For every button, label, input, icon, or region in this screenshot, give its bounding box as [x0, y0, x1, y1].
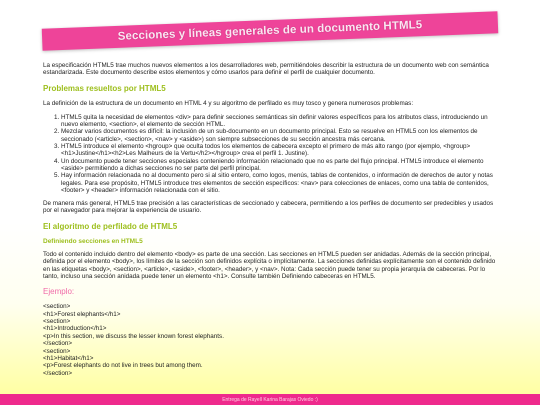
code-line: <section>: [43, 303, 71, 311]
code-line: <h1>Forest elephants</h1>: [43, 310, 121, 318]
list-item: 1. HTML5 quita la necesidad de elementos <div> para definir secciones semánticas sin definir valores específicos para los atributos class, introduciendo un nuevo elemento, <section>, el elemento de sección HTML.: [61, 114, 501, 129]
example-heading: Ejemplo:: [43, 287, 75, 297]
footer-credit: Entrega de Rayell Karina Barajas Oviedo :): [222, 396, 318, 403]
section2-subheading: Definiendo secciones en HTML5: [43, 237, 143, 245]
list-item: 4. Un documento puede tener secciones especiales conteniendo información relacionado que no es parte del flujo principal. HTML5 introduce el elemento <aside> permitiendo a dichas secciones no ser parte del perfil principal.: [61, 158, 501, 173]
code-line: <h1>Introduction</h1>: [43, 325, 107, 333]
section1-closing: De manera más general, HTML5 trae precisión a las características de seccionado y cabecera, permitiendo a los perfiles de documento ser predecibles y usados por el navegador para mejorar la experiencia de usuario.: [43, 200, 494, 215]
main-content: [43, 62, 501, 377]
problems-list: [61, 114, 501, 194]
code-line: <section>: [43, 318, 71, 326]
intro-paragraph: La especificación HTML5 trae muchos nuevos elementos a los desarrolladores web, permitiéndoles describir la estructura de un documento web con semántica estandarizada. Este documento describe estos elementos y cómo usarlos para definir el perfil de cualquier documento.: [43, 62, 489, 77]
code-line: <p>In this section, we discuss the lesser known forest elephants.: [43, 332, 224, 340]
section1-paragraph: La definición de la estructura de un documento en HTML 4 y su algoritmo de perfilado es muy tosco y genera numerosos problemas:: [43, 99, 414, 107]
code-line: </section>: [43, 369, 73, 377]
code-line: </section>: [43, 340, 73, 348]
code-line: <h1>Habitat</h1>: [43, 355, 94, 363]
list-item: 3. HTML5 introduce el elemento <hgroup> que oculta todos los elementos de cabecera excepto el primero de más alto rango (por ejemplo, <hgroup><h1>Justine</h1><h2>Les Malheurs de la Vertu</h2></hgroup> crea el perfil 1. Justine).: [61, 143, 501, 158]
header: [0, 0, 540, 55]
section1-heading: Problemas resueltos por HTML5: [43, 83, 166, 93]
list-item: 2. Mezclar varios documentos es difícil: la inclusión de un sub-documento en un documento principal. Esto se resuelve en HTML5 con los elementos de seccionado (<article>, <section>, <nav> y <aside>) son siempre subsecciones de su sección ancestra más cercana.: [61, 128, 501, 143]
section2-paragraph: Todo el contenido incluido dentro del elemento <body> es parte de una sección. Las secciones en HTML5 pueden ser anidadas. Además de la sección principal, definida por el elemento <body>, los límites de la sección son definidos explícita o implícitamente. La secciones definidas explícitamente son el contenido definido en las etiquetas <body>, <section>, <article>, <aside>, <footer>, <header>, y <nav>. Nota: Cada sección puede tener su propia jerarquía de cabeceras. Por lo tanto, incluso una sección anidada puede tener un elemento <h1>. Consulte también Definiendo cabeceras en HTML5.: [43, 251, 496, 280]
page-title: Secciones y líneas generales de un documento HTML5: [117, 19, 423, 43]
code-example: [43, 303, 501, 377]
code-line: <section>: [43, 347, 71, 355]
footer-bar: [0, 394, 540, 405]
title-banner: [42, 11, 499, 50]
section2-heading: El algoritmo de perfilado de HTML5: [43, 221, 178, 231]
list-item: 5. Hay información relacionada no al documento pero si al sitio entero, como logos, menús, tablas de contenidos, o información de derechos de autor y notas legales. Para ese propósito, HTML5 introduce tres elementos de sección específicos: <nav> para colecciones de enlaces, como una tabla de contenidos, <footer> y <header> información relacionada con el sitio.: [61, 172, 501, 194]
code-line: <p>Forest elephants do not live in trees but among them.: [43, 362, 203, 370]
